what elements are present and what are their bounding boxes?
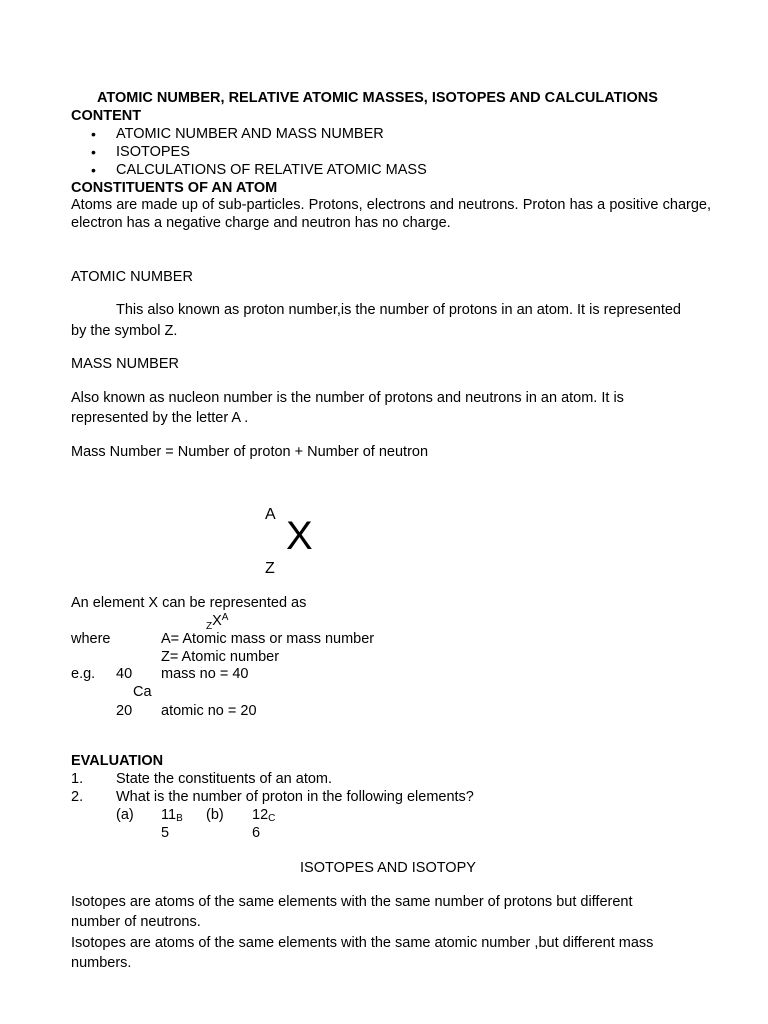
question-number: 2. bbox=[71, 789, 84, 805]
isotopes-definition-line: number of neutrons. bbox=[71, 914, 201, 930]
z-definition: Z= Atomic number bbox=[161, 649, 280, 665]
example-atomic-text: atomic no = 20 bbox=[161, 703, 257, 719]
evaluation-heading: EVALUATION bbox=[71, 753, 164, 769]
mass-number-formula: Mass Number = Number of proton + Number of neutron bbox=[71, 444, 429, 460]
atomic-number-heading: ATOMIC NUMBER bbox=[71, 269, 193, 285]
option-a-mass bbox=[161, 806, 183, 826]
notation-atomic-number: Z bbox=[265, 560, 275, 577]
where-label: where bbox=[71, 631, 111, 647]
isotopes-heading: ISOTOPES AND ISOTOPY bbox=[300, 860, 476, 876]
option-a-mass-value: 11 bbox=[161, 807, 177, 823]
option-a-atomic: 5 bbox=[161, 825, 170, 841]
question-text: State the constituents of an atom. bbox=[116, 771, 333, 787]
option-b-mass bbox=[252, 806, 275, 826]
mass-number-heading: MASS NUMBER bbox=[71, 356, 179, 372]
option-b-symbol: C bbox=[268, 813, 276, 824]
a-definition: A= Atomic mass or mass number bbox=[161, 631, 375, 647]
option-b-mass-value: 12 bbox=[252, 807, 269, 823]
example-mass-text: mass no = 40 bbox=[161, 666, 249, 682]
notation-element-symbol: X bbox=[286, 514, 313, 558]
example-element: Ca bbox=[133, 684, 152, 700]
mass-number-line: Also known as nucleon number is the number of protons and neutrons in an atom. It is bbox=[71, 390, 624, 406]
representation-intro: An element X can be represented as bbox=[71, 595, 307, 611]
notation-mass-number: A bbox=[265, 506, 276, 523]
constituents-paragraph: Atoms are made up of sub-particles. Protons, electrons and neutrons. Proton has a positive charge, electron has a negative charge and neutron has no charge. bbox=[71, 197, 711, 231]
content-item: • CALCULATIONS OF RELATIVE ATOMIC MASS bbox=[116, 161, 427, 179]
option-label: (b) bbox=[206, 807, 224, 823]
option-a-symbol: B bbox=[176, 813, 183, 824]
example-label: e.g. bbox=[71, 666, 96, 682]
example-atomic-value: 20 bbox=[116, 703, 133, 719]
representation-symbol-z: Z bbox=[206, 621, 213, 632]
representation-symbol bbox=[206, 612, 228, 632]
representation-symbol-x: X bbox=[212, 613, 222, 629]
mass-number-line: represented by the letter A . bbox=[71, 410, 249, 426]
constituents-heading: CONSTITUENTS OF AN ATOM bbox=[71, 180, 278, 196]
atomic-number-line: by the symbol Z. bbox=[71, 323, 178, 339]
question-number: 1. bbox=[71, 771, 84, 787]
content-item: • ATOMIC NUMBER AND MASS NUMBER bbox=[116, 125, 384, 143]
representation-symbol-a: A bbox=[221, 612, 229, 623]
example-mass-value: 40 bbox=[116, 666, 133, 682]
isotopes-definition-line: Isotopes are atoms of the same elements with the same atomic number ,but different mass bbox=[71, 935, 654, 951]
isotopes-definition-line: numbers. bbox=[71, 955, 132, 971]
atomic-number-line: This also known as proton number,is the number of protons in an atom. It is represented bbox=[116, 302, 681, 318]
option-label: (a) bbox=[116, 807, 134, 823]
content-item: • ISOTOPES bbox=[116, 143, 190, 161]
content-heading: CONTENT bbox=[71, 108, 142, 124]
question-text: What is the number of proton in the following elements? bbox=[116, 789, 474, 805]
isotopes-definition-line: Isotopes are atoms of the same elements with the same number of protons but different bbox=[71, 894, 633, 910]
document-title: ATOMIC NUMBER, RELATIVE ATOMIC MASSES, ISOTOPES AND CALCULATIONS bbox=[97, 90, 658, 106]
option-b-atomic: 6 bbox=[252, 825, 261, 841]
